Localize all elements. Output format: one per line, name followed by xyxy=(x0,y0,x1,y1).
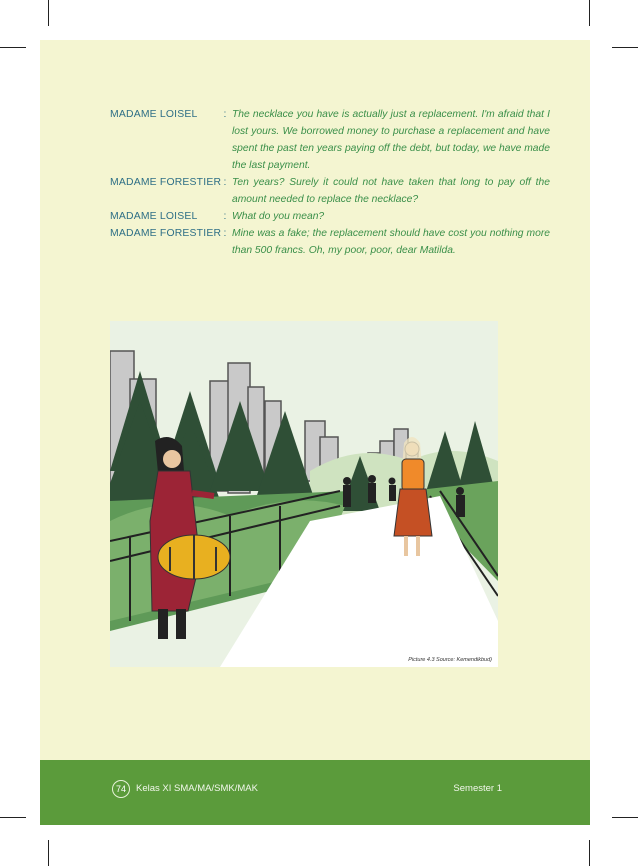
speaker-colon: : xyxy=(223,211,227,222)
speaker-colon: : xyxy=(223,109,227,120)
crop-mark xyxy=(589,840,590,866)
dialogue-row xyxy=(110,106,550,174)
dialogue-line: What do you mean? xyxy=(232,211,325,222)
page-footer xyxy=(40,760,590,825)
figure-caption: Picture 4.3 Source: Kemendikbud) xyxy=(408,657,492,663)
dialogue-line: Ten years? Surely it could not have taken that long to pay off the amount needed to replace the necklace? xyxy=(232,177,550,205)
crop-mark xyxy=(0,47,26,48)
page-number-badge: 74 xyxy=(112,780,130,798)
crop-mark xyxy=(589,0,590,26)
story-illustration xyxy=(110,321,498,667)
speaker-name: MADAME LOISEL xyxy=(110,109,198,120)
speaker-colon: : xyxy=(223,177,227,188)
speaker-name: MADAME FORESTIER xyxy=(110,228,222,239)
speaker-name: MADAME FORESTIER xyxy=(110,177,222,188)
semester-label: Semester 1 xyxy=(453,783,502,794)
park-scene-drawing xyxy=(110,321,498,667)
dialogue-line: The necklace you have is actually just a replacement. I'm afraid that I lost yours. We borrowed money to purchase a replacement and have spent the past ten years paying off the debt, but today, we have made the last payment. xyxy=(232,109,550,171)
book-page xyxy=(40,40,590,825)
dialogue-block xyxy=(110,106,550,259)
book-title: Kelas XI SMA/MA/SMK/MAK xyxy=(136,783,258,794)
crop-mark xyxy=(48,840,49,866)
crop-mark xyxy=(612,817,638,818)
crop-mark xyxy=(0,817,26,818)
dialogue-row xyxy=(110,225,550,259)
crop-mark xyxy=(48,0,49,26)
speaker-name: MADAME LOISEL xyxy=(110,211,198,222)
dialogue-row xyxy=(110,208,550,225)
dialogue-row xyxy=(110,174,550,208)
dialogue-line: Mine was a fake; the replacement should have cost you nothing more than 500 francs. Oh, my poor, poor, dear Matilda. xyxy=(232,228,550,256)
crop-mark xyxy=(612,47,638,48)
speaker-colon: : xyxy=(223,228,227,239)
